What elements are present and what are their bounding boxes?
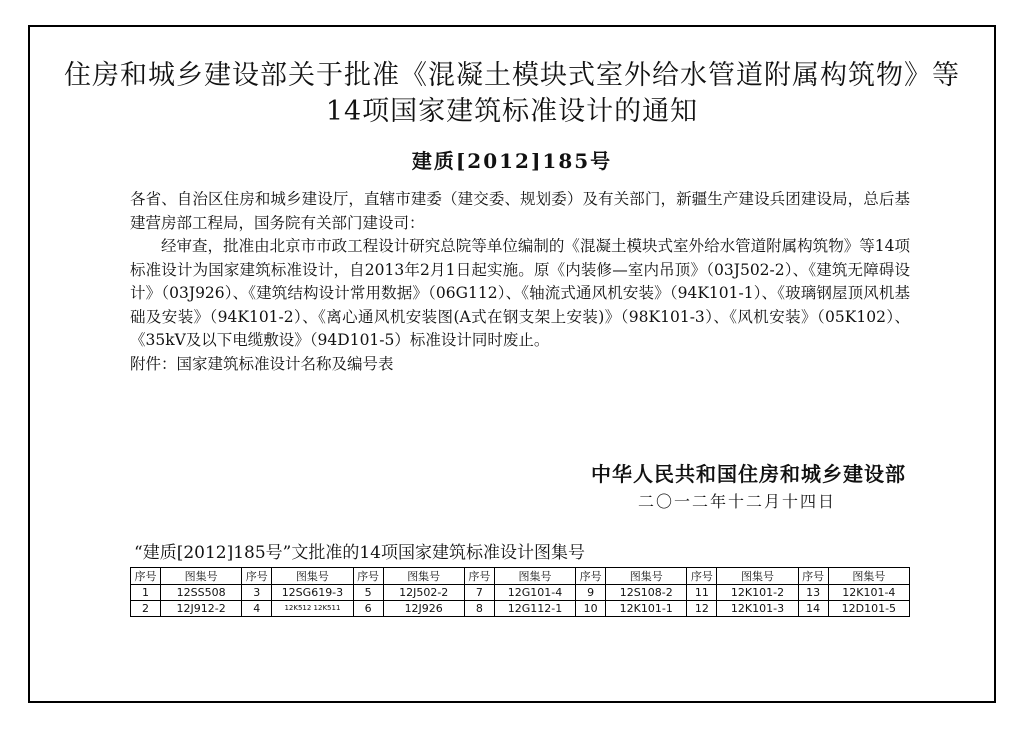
- header-seq: 序号: [798, 568, 828, 585]
- seq-cell: 14: [798, 601, 828, 617]
- notice-title: 住房和城乡建设部关于批准《混凝土模块式室外给水管道附属构筑物》等14项国家建筑标准设计的通知: [64, 60, 960, 127]
- header-seq: 序号: [353, 568, 383, 585]
- seq-cell: 9: [576, 585, 606, 601]
- code-cell: 12G101-4: [494, 585, 575, 601]
- seq-cell: 13: [798, 585, 828, 601]
- header-seq: 序号: [464, 568, 494, 585]
- code-cell: 12SG619-3: [272, 585, 353, 601]
- attachment-line: 附件：国家建筑标准设计名称及编号表: [130, 354, 394, 373]
- seq-cell: 6: [353, 601, 383, 617]
- header-code: 图集号: [606, 568, 687, 585]
- seq-cell: 7: [464, 585, 494, 601]
- table-header-row: [131, 568, 910, 585]
- seq-cell: 5: [353, 585, 383, 601]
- code-cell: 12K512 12K511: [272, 601, 353, 617]
- code-cell: 12K101-4: [828, 585, 909, 601]
- seq-cell: 3: [242, 585, 272, 601]
- seq-cell: 11: [687, 585, 717, 601]
- table-row: [131, 585, 910, 601]
- issuing-authority: 中华人民共和国住房和城乡建设部: [591, 462, 906, 486]
- code-cell: 12K101-1: [606, 601, 687, 617]
- seq-cell: 1: [131, 585, 161, 601]
- table-title: “建质[2012]185号”文批准的14项国家建筑标准设计图集号: [134, 543, 585, 563]
- code-cell: 12K101-3: [717, 601, 798, 617]
- notice-body: [130, 188, 910, 376]
- header-seq: 序号: [131, 568, 161, 585]
- code-cell: 12J926: [383, 601, 464, 617]
- header-code: 图集号: [383, 568, 464, 585]
- code-cell: 12S108-2: [606, 585, 687, 601]
- header-code: 图集号: [161, 568, 242, 585]
- header-code: 图集号: [828, 568, 909, 585]
- code-cell: 12G112-1: [494, 601, 575, 617]
- seq-cell: 12: [687, 601, 717, 617]
- code-cell: 12D101-5: [828, 601, 909, 617]
- code-cell: 12SS508: [161, 585, 242, 601]
- issue-date: 二〇一二年十二月十四日: [637, 492, 836, 511]
- header-seq: 序号: [687, 568, 717, 585]
- code-cell: 12K101-2: [717, 585, 798, 601]
- table-row: [131, 601, 910, 617]
- atlas-number-table: [130, 567, 910, 617]
- header-seq: 序号: [576, 568, 606, 585]
- header-code: 图集号: [494, 568, 575, 585]
- approval-paragraph: 经审查，批准由北京市市政工程设计研究总院等单位编制的《混凝土模块式室外给水管道附属构筑物》等14项标准设计为国家建筑标准设计，自2013年2月1日起实施。原《内装修—室内吊顶》（03J502-2）、《建筑无障碍设计》（03J926）、《建筑结构设计常用数据》（06G112）、《轴流式通风机安装》（94K101-1）、《玻璃钢屋顶风机基础及安装》（94K101-2）、《离心通风机安装图(A式在钢支架上安装)》（98K101-3）、《风机安装》（05K102）、《35kV及以下电缆敷设》（94D101-5）标准设计同时废止。: [130, 237, 910, 349]
- seq-cell: 8: [464, 601, 494, 617]
- seq-cell: 10: [576, 601, 606, 617]
- document-number: 建质[2012]185号: [411, 149, 613, 173]
- header-code: 图集号: [717, 568, 798, 585]
- seq-cell: 2: [131, 601, 161, 617]
- addressee-paragraph: 各省、自治区住房和城乡建设厅，直辖市建委（建交委、规划委）及有关部门，新疆生产建设兵团建设局，总后基建营房部工程局，国务院有关部门建设司：: [130, 190, 910, 232]
- header-seq: 序号: [242, 568, 272, 585]
- seq-cell: 4: [242, 601, 272, 617]
- code-cell: 12J502-2: [383, 585, 464, 601]
- code-cell: 12J912-2: [161, 601, 242, 617]
- header-code: 图集号: [272, 568, 353, 585]
